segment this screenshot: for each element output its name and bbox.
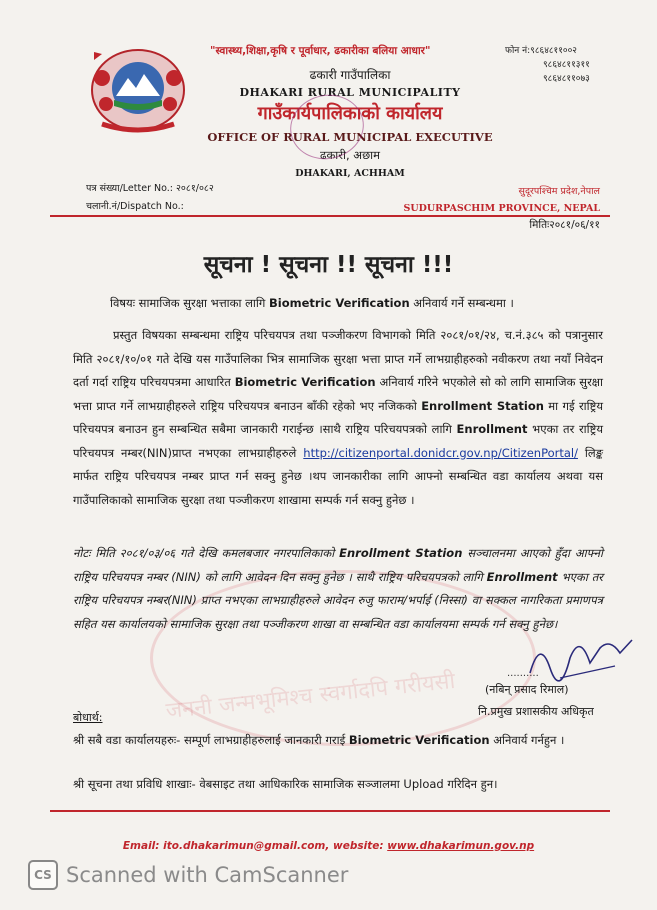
province-np: सुदूरपश्चिम प्रदेश,नेपाल	[518, 186, 600, 197]
cc-label: बोधार्थ:	[73, 711, 103, 724]
footer-email: Email: ito.dhakarimun@gmail.com, website:	[122, 840, 388, 852]
note-bold: Enrollment	[486, 569, 558, 584]
notice-note-paragraph	[73, 542, 603, 636]
body-text: लिङ्क मार्फत राष्ट्रिय परिचयपत्र नम्बर प्राप्त गर्न सक्नु हुनेछ ।थप जानकारीका लागि आफ्नो सम्बन्धित वडा कार्यालय अथवा यस गाउँपालिकाको सामाजिक सुरक्षा तथा पञ्जीकरण शाखामा सम्पर्क गर्न सक्नु हुनेछ ।	[73, 445, 603, 507]
body-text: भएका तर राष्ट्रिय परिचयपत्र नम्बर(NIN)प्राप्त नभएका लाभग्राहीहरुले	[73, 422, 604, 460]
watermark-text: जननी जन्मभूमिश्च स्वर्गादपि गरीयसी	[164, 668, 457, 725]
body-bold: Enrollment	[456, 422, 528, 436]
camscanner-text: Scanned with CamScanner	[66, 863, 349, 887]
dispatch-number: चलानी.नं/Dispatch No.:	[86, 201, 184, 212]
signature-dots: ..........	[507, 668, 539, 679]
cc-text: श्री सबै वडा कार्यालयहरुः- सम्पूर्ण लाभग्राहीहरुलाई जानकारी गराई	[73, 733, 349, 747]
footer-website-link[interactable]: www.dhakarimun.gov.np	[387, 840, 535, 852]
body-bold: Enrollment Station	[421, 398, 544, 413]
office-name-en: OFFICE OF RURAL MUNICIPAL EXECUTIVE	[207, 130, 493, 144]
handwritten-signature-icon	[520, 628, 640, 688]
reference-block	[86, 180, 214, 216]
body-text: मा गई राष्ट्रिय परिचयपत्र बनाउन हुन सम्बन्धित सबैमा जानकारी गराईन्छ ।साथै राष्ट्रिय परिचयपत्रको लागि	[73, 398, 603, 436]
cc-bold: Biometric Verification	[348, 733, 490, 747]
signatory-designation: नि.प्रमुख प्रशासकीय अधिकृत	[478, 705, 594, 718]
letter-date: मितिः२०८१/०६/११	[529, 219, 600, 231]
camscanner-watermark	[28, 860, 348, 890]
letter-number: पत्र संख्या/Letter No.: २०८१/०८२	[86, 183, 214, 194]
body-text: अनिवार्य गरिने भएकोले सो को लागि सामाजिक सुरक्षा भत्ता प्राप्त गर्ने लाभग्राहीहरुले राष्ट्रिय परिचयपत्र बनाउन बाँकी रहेको भए नजिकको	[73, 375, 603, 413]
location-en: DHAKARI, ACHHAM	[295, 168, 405, 179]
province-block	[400, 183, 600, 217]
cc-text: अनिवार्य गर्नहुन ।	[489, 733, 565, 747]
notice-title: सूचना ! सूचना !! सूचना !!!	[203, 252, 454, 278]
cc-item: श्री सूचना तथा प्रविधि शाखाः- वेबसाइट तथा आधिकारिक सामाजिक सञ्जालमा Upload गरिदिन हुन।	[73, 777, 498, 791]
phone-line: फोन नं:९८६४८११००२	[505, 46, 577, 56]
municipality-name-np: ढकारी गाउँपालिका	[309, 68, 391, 82]
location-np: ढकारी, अछाम	[320, 148, 380, 162]
phone-line: ९८६४८११३११	[543, 60, 590, 70]
municipality-name-en: DHAKARI RURAL MUNICIPALITY	[239, 86, 461, 99]
subject-text: विषयः सामाजिक सुरक्षा भत्ताका लागि	[110, 296, 269, 310]
citizen-portal-link[interactable]: http://citizenportal.donidcr.gov.np/CitizenPortal/	[303, 445, 578, 460]
phone-line: ९८६४८११०७३	[543, 74, 590, 84]
office-name-np: गाउँकार्यपालिकाको कार्यालय	[257, 103, 443, 124]
municipality-motto: "स्वास्थ्य,शिक्षा,कृषि र पूर्वाधार, ढकारीका बलिया आधार"	[210, 45, 431, 57]
note-bold: Enrollment Station	[339, 546, 463, 560]
notice-subject	[110, 296, 514, 311]
note-text: भएका तर राष्ट्रिय परिचयपत्र नम्बर(NIN) प्राप्त नभएका लाभग्राहीहरुले आवेदन रुजु फाराम/भर्पाई (निस्सा) वा सक्कल नागरिकता प्रमाणपत्र सहित यस कार्यालयको सामाजिक सुरक्षा तथा पञ्जीकरण शाखा वा सम्बन्धित वडा कार्यालयमा सम्पर्क गर्न सक्नु हुनेछ।	[73, 569, 603, 631]
body-bold: Biometric Verification	[234, 375, 376, 389]
camscanner-logo-icon: CS	[28, 860, 58, 890]
footer-divider	[50, 810, 610, 812]
note-text: सञ्चालनमा आएको हुँदा आफ्नो राष्ट्रिय परिचयपत्र नम्बर (NIN) को लागि आवेदन दिन सक्नु हुनेछ । साथै राष्ट्रिय परिचयपत्रको लागि	[73, 546, 603, 584]
note-text: नोटः मिति २०८१/०३/०६ गते देखि कमलबजार नगरपालिकाको	[73, 546, 340, 560]
footer-contact	[0, 840, 657, 852]
header-divider	[50, 215, 610, 217]
cc-item	[73, 729, 593, 751]
subject-suffix: अनिवार्य गर्ने सम्बन्धमा ।	[409, 296, 514, 310]
notice-body-paragraph	[73, 324, 603, 512]
province-en: SUDURPASCHIM PROVINCE, NEPAL	[403, 203, 600, 214]
signatory-name: (नबिन् प्रसाद रिमाल)	[485, 683, 569, 696]
subject-bold: Biometric Verification	[269, 296, 410, 310]
body-text: प्रस्तुत विषयका सम्बन्धमा राष्ट्रिय परिचयपत्र तथा पञ्जीकरण विभागको मिति २०८१/०१/२४, च.नं.३८५ को पत्रानुसार मिति २०८१/१०/०१ गते देखि यस गाउँपालिका भित्र सामाजिक सुरक्षा भत्ता प्राप्त गर्ने लाभग्राहीहरुको नवीकरण तथा नयाँ निवेदन दर्ता गर्दा राष्ट्रिय परिचयपत्रमा आधारित	[73, 328, 603, 389]
